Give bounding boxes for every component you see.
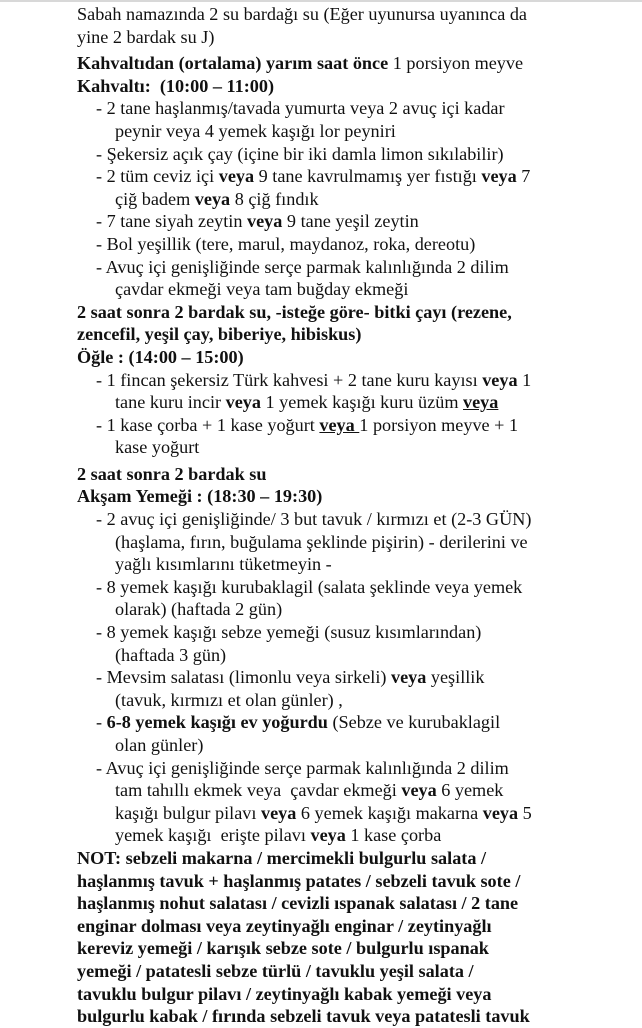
text-line bbox=[77, 165, 637, 188]
list-item bbox=[77, 414, 637, 459]
text-line: peynir veya 4 yemek kaşığı lor peyniri bbox=[115, 120, 396, 141]
bold-run: 6-8 yemek kaşığı ev yoğurdu bbox=[106, 712, 328, 733]
text-run: - 2 tüm ceviz içi bbox=[96, 166, 219, 187]
text-line: (tavuk, kırmızı et olan günler) , bbox=[115, 689, 343, 710]
underlined-bold-run: veya bbox=[319, 414, 360, 435]
text-line: haşlanmış tavuk + haşlanmış patates / sebzeli tavuk sote / bbox=[77, 870, 521, 891]
text-run: - 7 tane siyah zeytin bbox=[96, 211, 248, 232]
intro-paragraph bbox=[77, 3, 637, 48]
text-line: (haşlama, fırın, buğulama şeklinde pişirin) - derilerini ve bbox=[115, 531, 528, 552]
after-breakfast-paragraph bbox=[77, 301, 637, 346]
list-item bbox=[77, 757, 637, 847]
text-line bbox=[77, 369, 637, 392]
lunch-list bbox=[77, 369, 637, 459]
text-line: - 8 yemek kaşığı kurubaklagil (salata şeklinde veya yemek bbox=[96, 576, 523, 597]
text-run: 1 yemek kaşığı kuru üzüm bbox=[260, 392, 464, 413]
text-line bbox=[77, 779, 637, 802]
text-run: 8 çiğ fındık bbox=[230, 188, 319, 209]
text-line: tavuklu bulgur pilavı / zeytinyağlı kabak yemeği veya bbox=[77, 983, 492, 1004]
text-line bbox=[77, 802, 637, 825]
text-run: - bbox=[96, 712, 107, 733]
text-line: - 8 yemek kaşığı sebze yemeği (susuz kısımlarından) bbox=[96, 622, 482, 643]
text-line: - 2 tane haşlanmış/tavada yumurta veya 2 avuç içi kadar bbox=[96, 98, 505, 119]
after-lunch-line: 2 saat sonra 2 bardak su bbox=[77, 463, 267, 484]
text-line: olarak) (haftada 2 gün) bbox=[115, 599, 283, 620]
list-item bbox=[77, 143, 637, 166]
text-line bbox=[77, 824, 637, 847]
text-line: bulgurlu kabak / fırında sebzeli tavuk veya patatesli tavuk bbox=[77, 1006, 530, 1027]
bold-run: veya bbox=[225, 392, 261, 413]
list-item bbox=[77, 97, 637, 142]
text-run: 1 bbox=[517, 369, 532, 390]
text-run: - 1 fincan şekersiz Türk kahvesi + 2 tane kuru kayısı bbox=[96, 369, 483, 390]
pre-breakfast-line bbox=[77, 52, 637, 75]
text-run: (Sebze ve kurubaklagil bbox=[327, 712, 501, 733]
note-paragraph bbox=[77, 847, 637, 1028]
bold-run: veya bbox=[390, 667, 427, 688]
text-line: Sabah namazında 2 su bardağı su (Eğer uyunursa uyanınca da bbox=[77, 4, 527, 24]
list-item bbox=[77, 711, 637, 756]
list-item bbox=[77, 369, 637, 414]
text-line: - Avuç içi genişliğinde serçe parmak kalınlığında 2 dilim bbox=[96, 757, 509, 778]
text-line: NOT: sebzeli makarna / mercimekli bulgurlu salata / bbox=[77, 847, 487, 868]
text-run: 7 bbox=[516, 166, 531, 187]
text-line: kase yoğurt bbox=[115, 437, 200, 458]
text-run: tane kuru incir bbox=[115, 392, 226, 413]
bold-run: veya bbox=[218, 166, 255, 187]
text-line: - Avuç içi genişliğinde serçe parmak kalınlığında 2 dilim bbox=[96, 256, 509, 277]
text-line: yine 2 bardak su J) bbox=[77, 26, 215, 47]
breakfast-heading: Kahvaltı: (10:00 – 11:00) bbox=[77, 75, 275, 96]
text-line: - Şekersiz açık çay (içine bir iki damla limon sıkılabilir) bbox=[96, 143, 504, 164]
bold-run: veya bbox=[261, 802, 297, 823]
text-line bbox=[77, 666, 637, 689]
page-top-border bbox=[0, 0, 642, 2]
text-line: haşlanmış nohut salatası / cevizli ıspanak salatası / 2 tane bbox=[77, 893, 519, 914]
dinner-list bbox=[77, 508, 637, 847]
text-line bbox=[77, 391, 637, 414]
text-run: - Mevsim salatası (limonlu veya sirkeli) bbox=[96, 667, 391, 688]
bold-run: veya bbox=[482, 369, 518, 390]
text-line: - Bol yeşillik (tere, marul, maydanoz, roka, dereotu) bbox=[96, 233, 476, 254]
text-line: kereviz yemeği / karışık sebze sote / bulgurlu ıspanak bbox=[77, 938, 489, 959]
text-line bbox=[77, 188, 637, 211]
list-item bbox=[77, 621, 637, 666]
text-line bbox=[77, 414, 637, 437]
text-line: 2 saat sonra 2 bardak su, -isteğe göre- bitki çayı (rezene, bbox=[77, 301, 512, 322]
text-run: tam tahıllı ekmek veya çavdar ekmeği bbox=[115, 780, 402, 801]
bold-run: veya bbox=[310, 825, 346, 846]
list-item bbox=[77, 576, 637, 621]
text-line: yağlı kısımlarını tüketmeyin - bbox=[115, 554, 332, 575]
bold-run: veya bbox=[481, 166, 517, 187]
text-line: zencefil, yeşil çay, biberiye, hibiskus) bbox=[77, 324, 362, 345]
underlined-bold-run: veya bbox=[463, 392, 499, 413]
text-run: 9 tane yeşil zeytin bbox=[282, 211, 419, 232]
list-item bbox=[77, 256, 637, 301]
dinner-heading: Akşam Yemeği : (18:30 – 19:30) bbox=[77, 486, 323, 507]
text-run: kaşığı bulgur pilavı bbox=[115, 802, 261, 823]
pre-breakfast-rest: 1 porsiyon meyve bbox=[388, 53, 524, 74]
text-line: yemeği / patatesli sebze türlü / tavuklu yeşil salata / bbox=[77, 960, 474, 981]
text-line: olan günler) bbox=[115, 735, 204, 755]
list-item bbox=[77, 508, 637, 576]
diet-plan-document bbox=[77, 3, 637, 1028]
text-line bbox=[77, 711, 637, 734]
text-run: yemek kaşığı erişte pilavı bbox=[115, 825, 311, 846]
text-run: 1 kase çorba bbox=[345, 825, 442, 846]
list-item bbox=[77, 165, 637, 210]
text-run: - 1 kase çorba + 1 kase yoğurt bbox=[96, 414, 320, 435]
bold-run: veya bbox=[401, 780, 437, 801]
bold-run: veya bbox=[482, 802, 519, 823]
list-item bbox=[77, 210, 637, 233]
bold-run: veya bbox=[194, 188, 231, 209]
text-line: çavdar ekmeği veya tam buğday ekmeği bbox=[115, 279, 409, 300]
list-item bbox=[77, 233, 637, 256]
pre-breakfast-bold: Kahvaltıdan (ortalama) yarım saat önce bbox=[77, 53, 389, 74]
text-run: 5 bbox=[518, 802, 532, 823]
text-run: yeşillik bbox=[426, 667, 485, 688]
text-line bbox=[77, 210, 637, 233]
text-line: - 2 avuç içi genişliğinde/ 3 but tavuk / kırmızı et (2-3 GÜN) bbox=[96, 509, 532, 530]
bold-run: veya bbox=[247, 211, 283, 232]
text-run: 1 porsiyon meyve + 1 bbox=[359, 414, 519, 435]
text-run: 9 tane kavrulmamış yer fıstığı bbox=[254, 166, 482, 187]
text-line: (haftada 3 gün) bbox=[115, 644, 227, 665]
breakfast-list bbox=[77, 97, 637, 300]
text-run: 6 yemek kaşığı makarna bbox=[296, 802, 483, 823]
text-run: 6 yemek bbox=[436, 780, 504, 801]
text-line: enginar dolması veya zeytinyağlı enginar / zeytinyağlı bbox=[77, 915, 492, 936]
list-item bbox=[77, 666, 637, 711]
lunch-heading: Öğle : (14:00 – 15:00) bbox=[77, 346, 244, 367]
text-run: çiğ badem bbox=[115, 188, 195, 209]
